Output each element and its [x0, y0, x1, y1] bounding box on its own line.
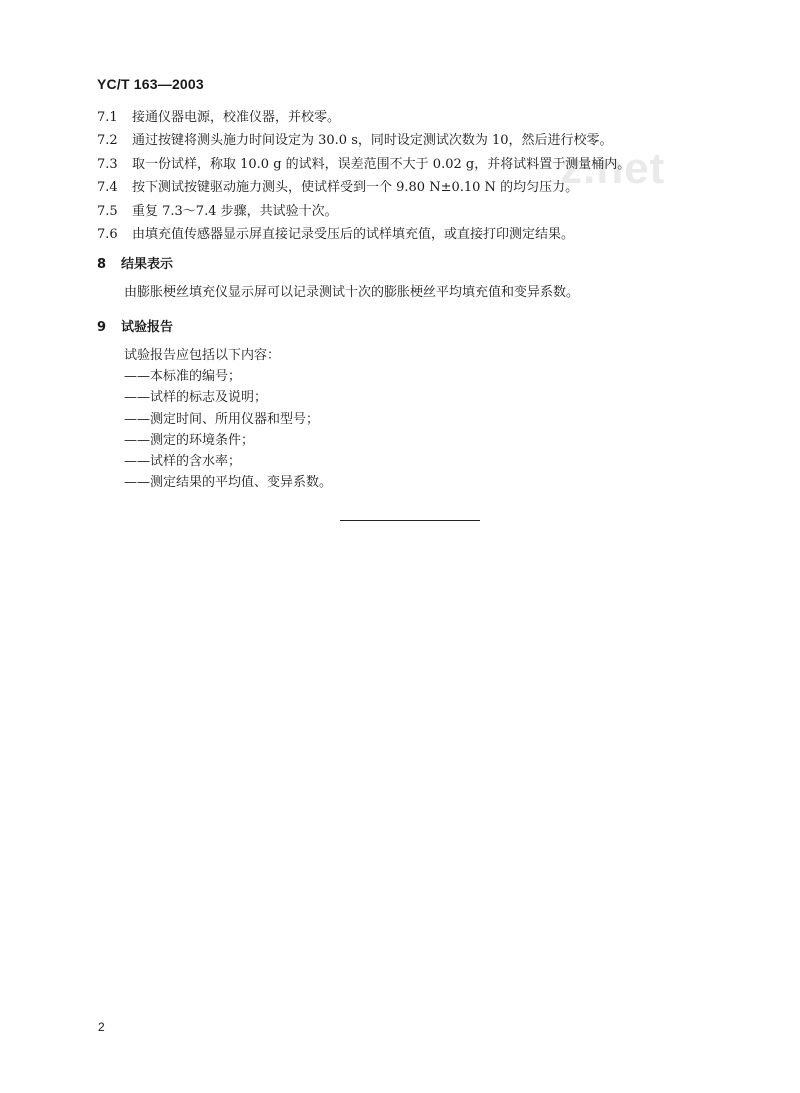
step-number: 7.2 — [97, 133, 118, 149]
section-number: 9 — [97, 320, 107, 335]
step-text: 接通仪器电源，校准仪器，并校零。 — [132, 110, 341, 125]
step-text: 由填充值传感器显示屏直接记录受压后的试样填充值，或直接打印测定结果。 — [132, 226, 575, 242]
step-7-1 — [97, 108, 717, 131]
watermark: z.net — [560, 144, 666, 193]
step-number: 7.1 — [97, 110, 118, 125]
step-number: 7.5 — [97, 203, 118, 219]
section-8-heading — [97, 253, 173, 272]
step-number: 7.6 — [97, 226, 118, 242]
section-9-heading — [97, 316, 173, 335]
step-7-6 — [97, 225, 717, 248]
list-item: ——测定的环境条件； — [124, 432, 255, 448]
section-title: 结果表示 — [121, 257, 174, 272]
step-7-4 — [97, 178, 717, 201]
list-item: ——试样的标志及说明； — [124, 390, 268, 406]
report-intro: 试验报告应包括以下内容： — [124, 348, 281, 363]
standard-code-header: YC/T 163—2003 — [97, 76, 204, 92]
step-7-2 — [97, 131, 717, 154]
step-number: 7.4 — [97, 180, 118, 196]
step-7-5 — [97, 202, 717, 225]
section-title: 试验报告 — [121, 320, 174, 335]
report-contents-list — [124, 346, 332, 494]
step-number: 7.3 — [97, 156, 118, 172]
procedure-steps — [97, 108, 717, 248]
list-item: ——测定结果的平均值、变异系数。 — [124, 475, 333, 491]
list-item: ——本标准的编号； — [124, 369, 242, 385]
step-text: 通过按键将测头施力时间设定为 30.0 s，同时设定测试次数为 10，然后进行校零。 — [132, 133, 613, 149]
section-number: 8 — [97, 257, 107, 272]
page-number: 2 — [98, 1020, 105, 1034]
section-8-text: 由膨胀梗丝填充仪显示屏可以记录测试十次的膨胀梗丝平均填充值和变异系数。 — [124, 285, 580, 300]
end-of-document-rule — [340, 520, 480, 521]
step-7-3 — [97, 155, 717, 178]
step-text: 取一份试样，称取 10.0 g 的试料，误差范围不大于 0.02 g，并将试料置于测量桶内。 — [132, 156, 631, 172]
step-text: 按下测试按键驱动施力测头，使试样受到一个 9.80 N±0.10 N 的均匀压力。 — [132, 180, 579, 196]
list-item: ——测定时间、所用仪器和型号； — [124, 411, 320, 427]
list-item: ——试样的含水率； — [124, 453, 242, 469]
step-text: 重复 7.3～7.4 步骤，共试验十次。 — [132, 203, 338, 219]
